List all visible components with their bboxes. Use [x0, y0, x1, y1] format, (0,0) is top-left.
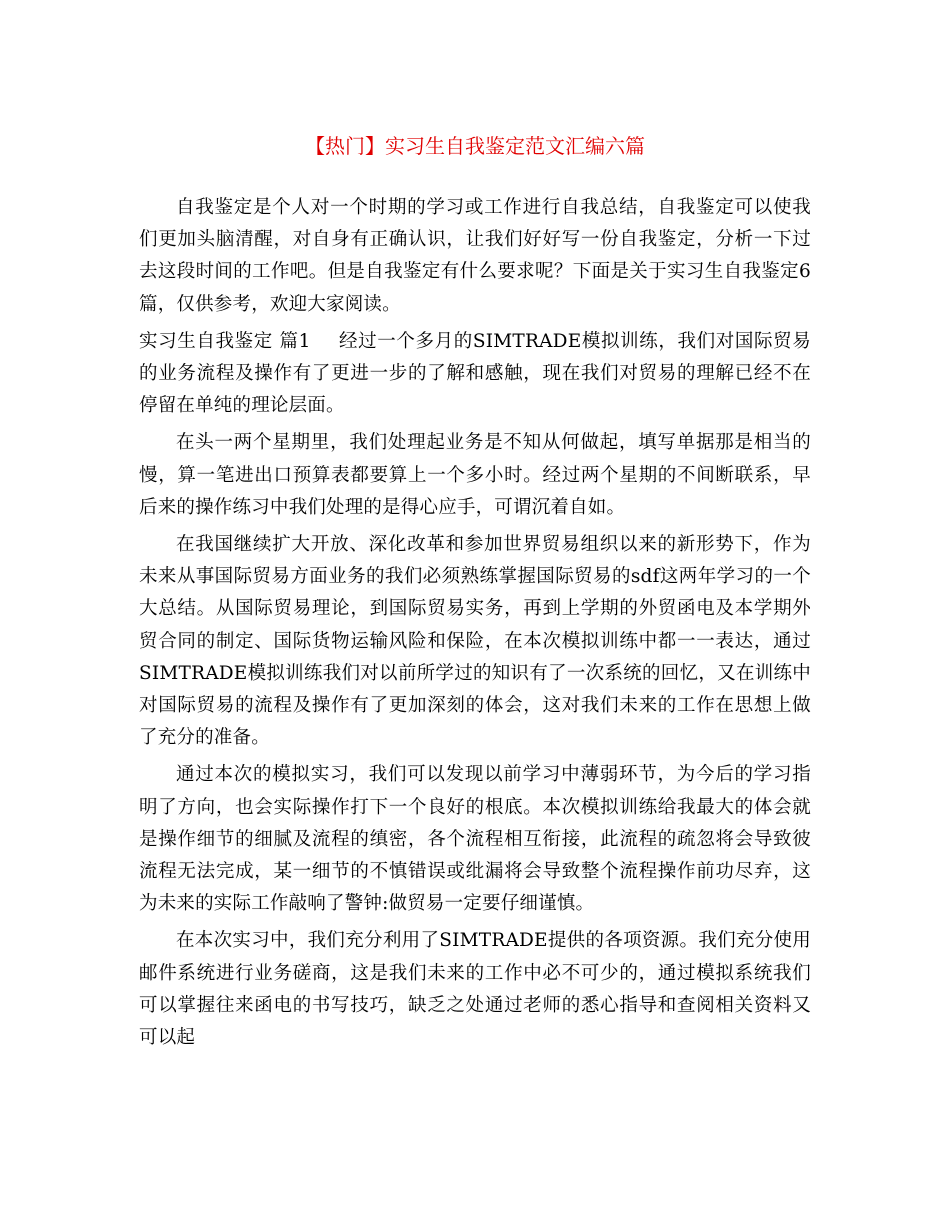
- section1-heading: 实习生自我鉴定 篇1: [139, 330, 311, 352]
- body-paragraph: 在我国继续扩大开放、深化改革和参加世界贸易组织以来的新形势下，作为未来从事国际贸易方面业务的我们必须熟练掌握国际贸易的sdf这两年学习的一个大总结。从国际贸易理论，到国际贸易实务，再到上学期的外贸函电及本学期外贸合同的制定、国际货物运输风险和保险，在本次模拟训练中都一一表达，通过SIMTRADE模拟训练我们对以前所学过的知识有了一次系统的回忆，又在训练中对国际贸易的流程及操作有了更加深刻的体会，这对我们未来的工作在思想上做了充分的准备。: [139, 534, 811, 749]
- body-paragraph: 在本次实习中，我们充分利用了SIMTRADE提供的各项资源。我们充分使用邮件系统进行业务磋商，这是我们未来的工作中必不可少的，通过模拟系统我们可以掌握往来函电的书写技巧，缺乏之处通过老师的悉心指导和查阅相关资料又可以起: [139, 930, 811, 1049]
- document-page: [139, 130, 811, 1059]
- body-paragraph: 通过本次的模拟实习，我们可以发现以前学习中薄弱环节，为今后的学习指明了方向，也会实际操作打下一个良好的根底。本次模拟训练给我最大的体会就是操作细节的细腻及流程的缜密，各个流程相互衔接，此流程的疏忽将会导致彼流程无法完成，某一细节的不慎错误或纰漏将会导致整个流程操作前功尽弃，这为未来的实际工作敲响了警钟:做贸易一定要仔细谨慎。: [139, 764, 811, 915]
- document-title: 【热门】实习生自我鉴定范文汇编六篇: [305, 134, 645, 158]
- intro-paragraph: 自我鉴定是个人对一个时期的学习或工作进行自我总结，自我鉴定可以使我们更加头脑清醒，对自身有正确认识，让我们好好写一份自我鉴定，分析一下过去这段时间的工作吧。但是自我鉴定有什么要求呢？下面是关于实习生自我鉴定6篇，仅供参考，欢迎大家阅读。: [139, 197, 811, 315]
- section1-first-text: 经过一个多月的SIMTRADE模拟训练，我们对国际贸易的业务流程及操作有了更进一步的了解和感触，现在我们对贸易的理解已经不在停留在单纯的理论层面。: [139, 330, 811, 417]
- section1-paragraph: [139, 326, 811, 423]
- body-paragraph: 在头一两个星期里，我们处理起业务是不知从何做起，填写单据那是相当的慢，算一笔进出口预算表都要算上一个多小时。经过两个星期的不间断联系，早后来的操作练习中我们处理的是得心应手，可谓沉着自如。: [139, 432, 811, 518]
